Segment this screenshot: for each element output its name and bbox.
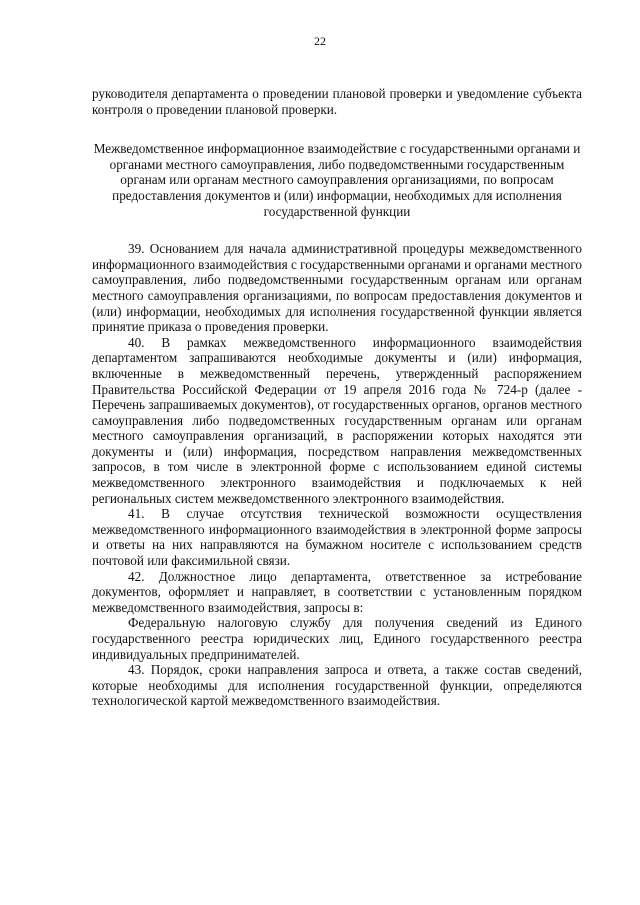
paragraph-40: 40. В рамках межведомственного информационного взаимодействия департаментом запрашиваются необходимые документы и (или) информация, включенные в межведомственный перечень, утвержденный распоряжением Правительства Российской Федерации от 19 апреля 2016 года № 724-р (далее - Перечень запрашиваемых документов), от государственных органов, органов местного самоуправления либо подведомственных государственным органам или органам местного самоуправления организаций, в распоряжении которых находятся эти документы и (или) информация, посредством направления межведомственных запросов, в том числе в электронной форме с использованием единой системы межведомственного электронного взаимодействия и подключаемых к ней региональных систем межведомственного электронного взаимодействия. [92,334,582,506]
section-heading: Межведомственное информационное взаимодействие с государственными органами и органами местного самоуправления, либо подведомственными государственным органам или органам местного самоуправления организациями, по вопросам предоставления документов и (или) информации, необходимых для исполнения государственной функции [93,141,581,219]
paragraph-39: 39. Основанием для начала административной процедуры межведомственного информационного взаимодействия с государственными органами и органами местного самоуправления, либо подведомственными государственным органам или органам местного самоуправления организациями, по вопросам предоставления документов и (или) информации, необходимых для исполнения государственной функции является принятие приказа о проведения проверки. [92,241,582,335]
paragraph-42: 42. Должностное лицо департамента, ответственное за истребование документов, оформляет и направляет, в соответствии с установленным порядком межведомственного взаимодействия, запросы в: [92,568,582,615]
page-number: 22 [314,34,326,48]
paragraph-42-item-fns: Федеральную налоговую службу для получения сведений из Единого государственного реестра юридических лиц, Единого государственного реестра индивидуальных предпринимателей. [92,615,582,662]
paragraph-41: 41. В случае отсутствия технической возможности осуществления межведомственного информационного взаимодействия в электронной форме запросы и ответы на них направляются на бумажном носителе с использованием средств почтовой или факсимильной связи. [92,506,582,569]
document-body [92,86,582,709]
lead-paragraph: руководителя департамента о проведении плановой проверки и уведомление субъекта контроля о проведении плановой проверки. [92,86,582,117]
paragraph-43: 43. Порядок, сроки направления запроса и ответа, а также состав сведений, которые необходимы для исполнения государственной функции, определяются технологической картой межведомственного взаимодействия. [92,662,582,709]
